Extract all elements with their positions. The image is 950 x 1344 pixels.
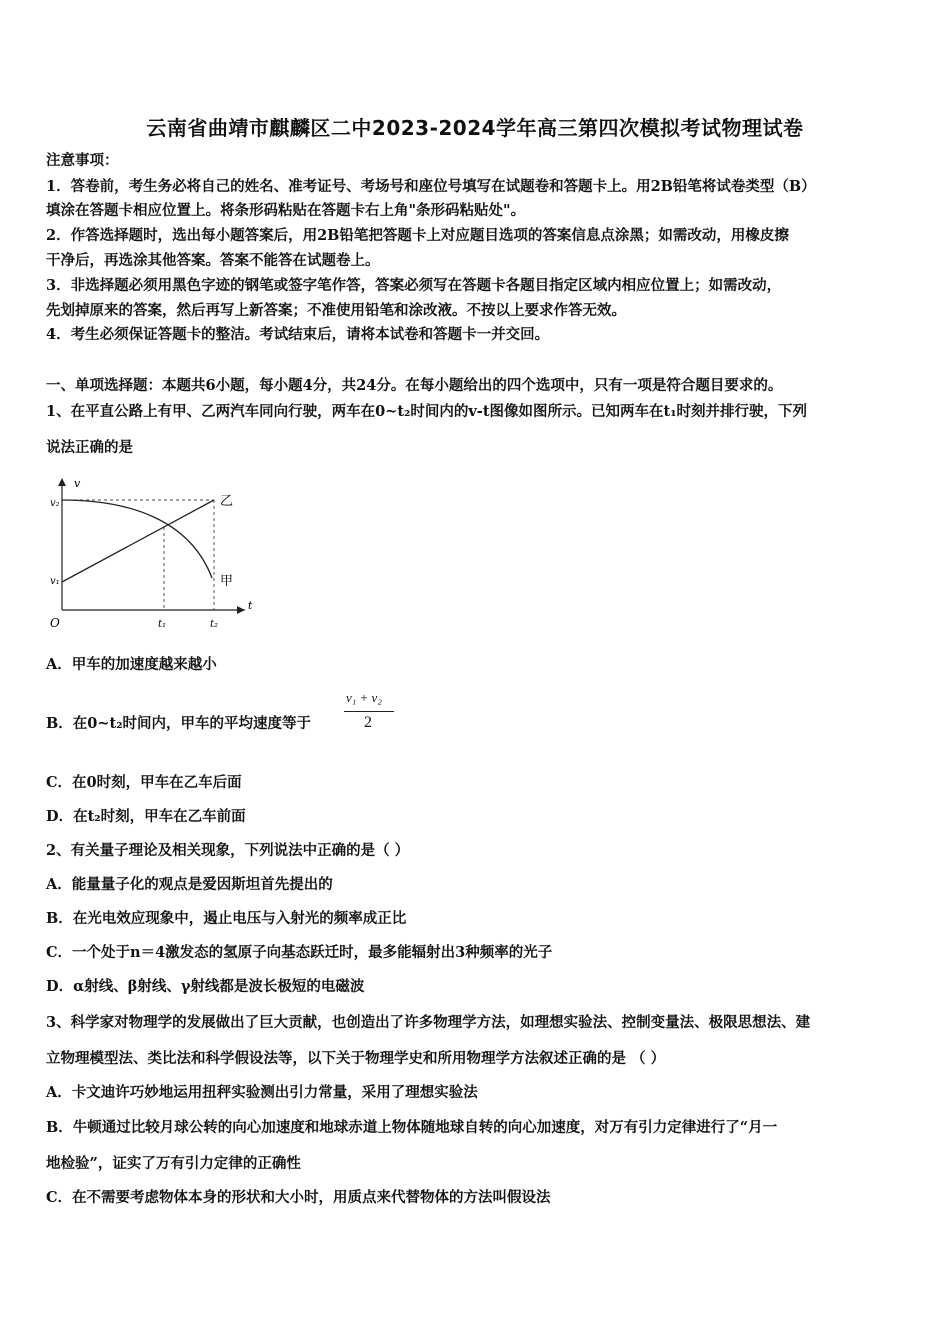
t1-label: t₁ — [158, 619, 167, 630]
notice-line: 3．非选择题必须用黑色字迹的钢笔或签字笔作答，答案必须写在答题卡各题目指定区域内相应位置上；如需改动， — [46, 277, 782, 294]
question-2-stem: 2、有关量子理论及相关现象，下列说法中正确的是（ ） — [46, 842, 410, 859]
notice-line: 干净后，再选涂其他答案。答案不能答在试题卷上。 — [46, 252, 380, 269]
q1-option-d: D．在t₂时刻，甲车在乙车前面 — [46, 808, 246, 825]
v2-label: v₂ — [50, 498, 60, 509]
question-3-stem: 3、科学家对物理学的发展做出了巨大贡献，也创造出了许多物理学方法，如理想实验法、控制变量法、极限思想法、建 — [46, 1014, 811, 1031]
q3-option-c: C．在不需要考虑物体本身的形状和大小时，用质点来代替物体的方法叫假设法 — [46, 1189, 551, 1206]
v-axis-arrow — [58, 478, 66, 486]
jia-label: 甲 — [220, 574, 234, 589]
t2-label: t₂ — [210, 619, 219, 630]
q2-option-b: B．在光电效应现象中，遏止电压与入射光的频率成正比 — [46, 910, 407, 927]
notice-line: 填涂在答题卡相应位置上。将条形码粘贴在答题卡右上角"条形码粘贴处"。 — [46, 202, 526, 219]
t-axis-label: t — [248, 599, 253, 612]
notice-line: 先划掉原来的答案，然后再写上新答案；不准使用铅笔和涂改液。不按以上要求作答无效。 — [46, 302, 626, 319]
question-1-stem: 说法正确的是 — [46, 439, 133, 456]
jia-curve — [62, 500, 212, 578]
fraction-denominator: 2 — [364, 714, 372, 731]
t-axis-arrow — [237, 606, 245, 614]
notice-line: 2．作答选择题时，选出每小题答案后，用2B铅笔把答题卡上对应题目选项的答案信息点涂黑；如需改动，用橡皮擦 — [46, 227, 789, 244]
q3-option-b-cont: 地检验”，证实了万有引力定律的正确性 — [46, 1155, 301, 1172]
q1-option-b: B．在0~t₂时间内，甲车的平均速度等于 — [46, 715, 312, 732]
q2-option-a: A．能量量子化的观点是爱因斯坦首先提出的 — [46, 876, 333, 893]
q1-option-c: C．在0时刻，甲车在乙车后面 — [46, 774, 242, 791]
page-title: 云南省曲靖市麒麟区二中2023-2024学年高三第四次模拟考试物理试卷 — [146, 116, 804, 140]
q3-option-b: B．牛顿通过比较月球公转的向心加速度和地球赤道上物体随地球自转的向心加速度，对万有引力定律进行了“月一 — [46, 1119, 778, 1136]
yi-line — [62, 500, 214, 582]
q2-option-c: C．一个处于n＝4激发态的氢原子向基态跃迁时，最多能辐射出3种频率的光子 — [46, 944, 553, 961]
vt-graph — [40, 470, 270, 640]
notice-line: 1．答卷前，考生务必将自己的姓名、准考证号、考场号和座位号填写在试题卷和答题卡上。用2B铅笔将试卷类型（B） — [46, 178, 816, 195]
notice-line: 4．考生必须保证答题卡的整洁。考试结束后，请将本试卷和答题卡一并交回。 — [46, 326, 550, 343]
origin-label: O — [50, 616, 60, 630]
yi-label: 乙 — [220, 494, 234, 509]
fraction-numerator: v₁ + v₂ — [346, 690, 382, 705]
average-velocity-fraction — [340, 690, 400, 740]
section-heading: 一、单项选择题：本题共6小题，每小题4分，共24分。在每小题给出的四个选项中，只有一项是符合题目要求的。 — [46, 377, 783, 394]
q2-option-d: D．α射线、β射线、γ射线都是波长极短的电磁波 — [46, 978, 365, 995]
question-3-stem: 立物理模型法、类比法和科学假设法等，以下关于物理学史和所用物理学方法叙述正确的是 （ ） — [46, 1050, 666, 1067]
q1-option-a: A．甲车的加速度越来越小 — [46, 656, 217, 673]
fraction-bar — [344, 711, 394, 712]
v1-label: v₁ — [50, 576, 60, 587]
question-1-stem: 1、在平直公路上有甲、乙两汽车同向行驶，两车在0~t₂时间内的v-t图像如图所示。已知两车在t₁时刻并排行驶，下列 — [46, 403, 808, 420]
v-axis-label: v — [74, 477, 81, 490]
notice-heading: 注意事项： — [46, 152, 119, 169]
q3-option-a: A．卡文迪许巧妙地运用扭秤实验测出引力常量，采用了理想实验法 — [46, 1084, 478, 1101]
